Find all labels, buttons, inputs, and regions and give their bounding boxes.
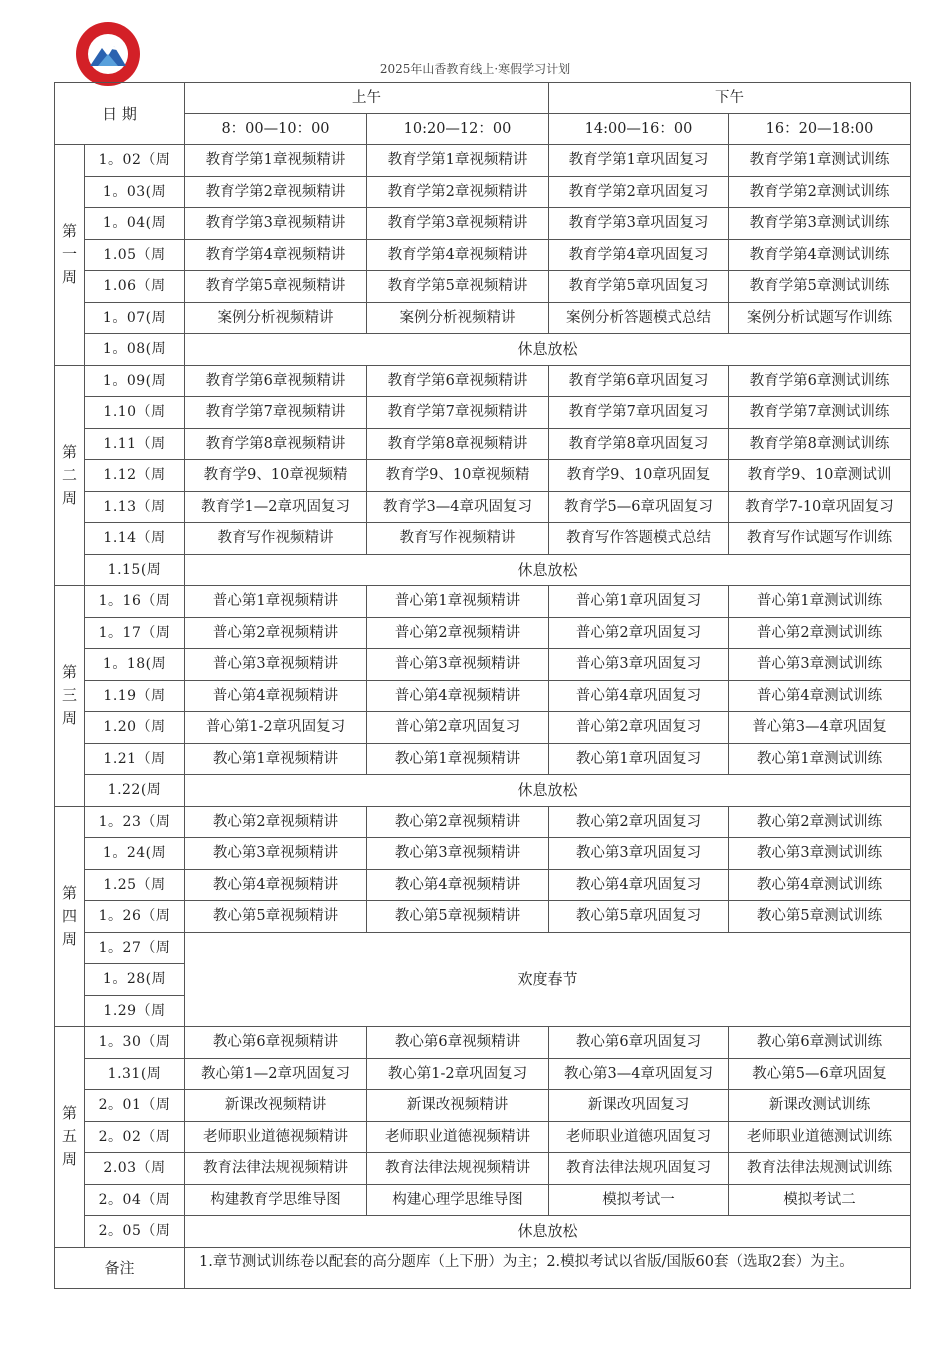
schedule-cell: 教育学3—4章巩固复习 bbox=[367, 491, 549, 523]
schedule-cell: 教心第4章测试训练 bbox=[729, 869, 911, 901]
schedule-cell: 老师职业道德测试训练 bbox=[729, 1121, 911, 1153]
day-date: 1。04(周 bbox=[85, 208, 185, 240]
schedule-cell: 普心第4章巩固复习 bbox=[549, 680, 729, 712]
schedule-cell: 案例分析视频精讲 bbox=[185, 302, 367, 334]
schedule-cell: 普心第3章视频精讲 bbox=[185, 649, 367, 681]
day-date: 1。09(周 bbox=[85, 365, 185, 397]
day-date: 1。27（周 bbox=[85, 932, 185, 964]
table-row bbox=[55, 239, 911, 271]
schedule-cell: 教心第5章测试训练 bbox=[729, 901, 911, 933]
schedule-cell: 教心第3章视频精讲 bbox=[185, 838, 367, 870]
day-date: 2。04（周 bbox=[85, 1184, 185, 1216]
schedule-cell: 教育学第1章巩固复习 bbox=[549, 145, 729, 177]
notes-label: 备注 bbox=[55, 1247, 185, 1288]
table-row bbox=[55, 428, 911, 460]
afternoon-header: 下午 bbox=[549, 83, 911, 114]
day-date: 1。18(周 bbox=[85, 649, 185, 681]
schedule-cell: 教心第4章视频精讲 bbox=[367, 869, 549, 901]
rest-day-cell: 休息放松 bbox=[185, 775, 911, 807]
schedule-cell: 构建心理学思维导图 bbox=[367, 1184, 549, 1216]
day-date: 1.06（周 bbox=[85, 271, 185, 303]
week-label: 第 二 周 bbox=[55, 365, 85, 586]
time-slot-header: 10:20—12：00 bbox=[367, 114, 549, 145]
schedule-cell: 教育学第7章测试训练 bbox=[729, 397, 911, 429]
schedule-cell: 普心第2章巩固复习 bbox=[549, 712, 729, 744]
schedule-cell: 教心第5章巩固复习 bbox=[549, 901, 729, 933]
schedule-cell: 教育学第5章测试训练 bbox=[729, 271, 911, 303]
table-row bbox=[55, 901, 911, 933]
day-date: 1。23（周 bbox=[85, 806, 185, 838]
day-date: 1。26（周 bbox=[85, 901, 185, 933]
schedule-cell: 普心第4章视频精讲 bbox=[367, 680, 549, 712]
schedule-cell: 教育学第3章视频精讲 bbox=[367, 208, 549, 240]
schedule-cell: 老师职业道德视频精讲 bbox=[367, 1121, 549, 1153]
schedule-cell: 普心第1章巩固复习 bbox=[549, 586, 729, 618]
table-row bbox=[55, 397, 911, 429]
week-label: 第 一 周 bbox=[55, 145, 85, 366]
schedule-cell: 教育学第4章视频精讲 bbox=[185, 239, 367, 271]
shanxiang-education-logo-icon bbox=[74, 20, 142, 88]
schedule-cell: 新课改测试训练 bbox=[729, 1090, 911, 1122]
schedule-cell: 教育学第2章视频精讲 bbox=[367, 176, 549, 208]
schedule-cell: 教育学第2章视频精讲 bbox=[185, 176, 367, 208]
notes-row bbox=[55, 1247, 911, 1288]
schedule-cell: 教心第2章测试训练 bbox=[729, 806, 911, 838]
schedule-cell: 教心第6章视频精讲 bbox=[185, 1027, 367, 1059]
table-row bbox=[55, 365, 911, 397]
schedule-cell: 教育学第5章视频精讲 bbox=[185, 271, 367, 303]
schedule-cell: 教心第2章巩固复习 bbox=[549, 806, 729, 838]
day-date: 1.21（周 bbox=[85, 743, 185, 775]
table-row bbox=[55, 680, 911, 712]
schedule-cell: 新课改视频精讲 bbox=[367, 1090, 549, 1122]
table-row bbox=[55, 145, 911, 177]
schedule-cell: 教心第1章测试训练 bbox=[729, 743, 911, 775]
schedule-cell: 教育学第6章测试训练 bbox=[729, 365, 911, 397]
schedule-cell: 教心第3章视频精讲 bbox=[367, 838, 549, 870]
schedule-cell: 教育学9、10章视频精 bbox=[367, 460, 549, 492]
schedule-cell: 老师职业道德巩固复习 bbox=[549, 1121, 729, 1153]
schedule-cell: 教育学第8章视频精讲 bbox=[185, 428, 367, 460]
schedule-cell: 教心第2章视频精讲 bbox=[185, 806, 367, 838]
table-row bbox=[55, 932, 911, 964]
day-date: 1。30（周 bbox=[85, 1027, 185, 1059]
schedule-cell: 教育写作试题写作训练 bbox=[729, 523, 911, 555]
morning-header: 上午 bbox=[185, 83, 549, 114]
day-date: 1。07(周 bbox=[85, 302, 185, 334]
schedule-cell: 普心第1-2章巩固复习 bbox=[185, 712, 367, 744]
schedule-cell: 教育学9、10章测试训 bbox=[729, 460, 911, 492]
notes-text: 1.章节测试训练卷以配套的高分题库（上下册）为主；2.模拟考试以省版/国版60套（选取2套）为主。 bbox=[185, 1247, 911, 1288]
time-slot-header: 8：00—10：00 bbox=[185, 114, 367, 145]
schedule-cell: 教育学第3章视频精讲 bbox=[185, 208, 367, 240]
day-date: 1。03(周 bbox=[85, 176, 185, 208]
schedule-cell: 普心第4章视频精讲 bbox=[185, 680, 367, 712]
week-label: 第 五 周 bbox=[55, 1027, 85, 1248]
day-date: 1.13（周 bbox=[85, 491, 185, 523]
day-date: 1.19（周 bbox=[85, 680, 185, 712]
day-date: 1.25（周 bbox=[85, 869, 185, 901]
schedule-cell: 普心第2章巩固复习 bbox=[549, 617, 729, 649]
schedule-cell: 教育学第1章视频精讲 bbox=[367, 145, 549, 177]
schedule-cell: 老师职业道德视频精讲 bbox=[185, 1121, 367, 1153]
schedule-cell: 普心第3章测试训练 bbox=[729, 649, 911, 681]
day-date: 1。02（周 bbox=[85, 145, 185, 177]
schedule-cell: 普心第1章视频精讲 bbox=[185, 586, 367, 618]
schedule-cell: 教育学第5章巩固复习 bbox=[549, 271, 729, 303]
schedule-cell: 教育学第8章测试训练 bbox=[729, 428, 911, 460]
schedule-cell: 教心第4章巩固复习 bbox=[549, 869, 729, 901]
day-date: 1。28(周 bbox=[85, 964, 185, 996]
schedule-cell: 教心第6章巩固复习 bbox=[549, 1027, 729, 1059]
table-row bbox=[55, 1121, 911, 1153]
schedule-cell: 教育学9、10章巩固复 bbox=[549, 460, 729, 492]
schedule-cell: 教育学第6章巩固复习 bbox=[549, 365, 729, 397]
schedule-cell: 教心第2章视频精讲 bbox=[367, 806, 549, 838]
schedule-cell: 教育法律法规测试训练 bbox=[729, 1153, 911, 1185]
schedule-cell: 教育学7-10章巩固复习 bbox=[729, 491, 911, 523]
schedule-cell: 教心第1章视频精讲 bbox=[367, 743, 549, 775]
schedule-cell: 普心第4章测试训练 bbox=[729, 680, 911, 712]
day-date: 1.14（周 bbox=[85, 523, 185, 555]
day-date: 1。17（周 bbox=[85, 617, 185, 649]
schedule-cell: 教育学第4章视频精讲 bbox=[367, 239, 549, 271]
schedule-cell: 教育学第1章测试训练 bbox=[729, 145, 911, 177]
schedule-cell: 教育学第6章视频精讲 bbox=[367, 365, 549, 397]
day-date: 1。24(周 bbox=[85, 838, 185, 870]
schedule-cell: 教心第6章测试训练 bbox=[729, 1027, 911, 1059]
schedule-cell: 教育学第8章巩固复习 bbox=[549, 428, 729, 460]
schedule-cell: 案例分析试题写作训练 bbox=[729, 302, 911, 334]
schedule-cell: 教心第5章视频精讲 bbox=[185, 901, 367, 933]
week-label: 第 三 周 bbox=[55, 586, 85, 807]
schedule-cell: 教育学第7章视频精讲 bbox=[367, 397, 549, 429]
day-date: 1.11（周 bbox=[85, 428, 185, 460]
day-date: 1.22(周 bbox=[85, 775, 185, 807]
schedule-cell: 教育学第2章巩固复习 bbox=[549, 176, 729, 208]
schedule-cell: 普心第3—4章巩固复 bbox=[729, 712, 911, 744]
schedule-cell: 教心第6章视频精讲 bbox=[367, 1027, 549, 1059]
table-row bbox=[55, 1153, 911, 1185]
table-row bbox=[55, 617, 911, 649]
schedule-cell: 教育学第8章视频精讲 bbox=[367, 428, 549, 460]
date-column-header: 日 期 bbox=[55, 83, 185, 145]
schedule-cell: 教心第1章视频精讲 bbox=[185, 743, 367, 775]
schedule-cell: 普心第1章视频精讲 bbox=[367, 586, 549, 618]
schedule-cell: 教心第1-2章巩固复习 bbox=[367, 1058, 549, 1090]
table-row bbox=[55, 775, 911, 807]
schedule-cell: 教育学第1章视频精讲 bbox=[185, 145, 367, 177]
schedule-cell: 教育学第6章视频精讲 bbox=[185, 365, 367, 397]
time-slot-header: 16：20—18:00 bbox=[729, 114, 911, 145]
table-row bbox=[55, 712, 911, 744]
rest-day-cell: 欢度春节 bbox=[185, 932, 911, 1027]
day-date: 1.12（周 bbox=[85, 460, 185, 492]
schedule-cell: 教育学第7章视频精讲 bbox=[185, 397, 367, 429]
table-row bbox=[55, 1184, 911, 1216]
day-date: 1.10（周 bbox=[85, 397, 185, 429]
schedule-cell: 教育法律法规视频精讲 bbox=[185, 1153, 367, 1185]
schedule-cell: 普心第2章测试训练 bbox=[729, 617, 911, 649]
schedule-cell: 教心第1—2章巩固复习 bbox=[185, 1058, 367, 1090]
schedule-cell: 模拟考试二 bbox=[729, 1184, 911, 1216]
rest-day-cell: 休息放松 bbox=[185, 334, 911, 366]
schedule-cell: 普心第2章视频精讲 bbox=[185, 617, 367, 649]
study-plan-table bbox=[54, 82, 911, 1289]
schedule-cell: 教育学第7章巩固复习 bbox=[549, 397, 729, 429]
schedule-cell: 案例分析视频精讲 bbox=[367, 302, 549, 334]
schedule-cell: 普心第3章巩固复习 bbox=[549, 649, 729, 681]
table-row bbox=[55, 1216, 911, 1248]
schedule-cell: 教心第5—6章巩固复 bbox=[729, 1058, 911, 1090]
schedule-cell: 教心第3章测试训练 bbox=[729, 838, 911, 870]
schedule-cell: 案例分析答题模式总结 bbox=[549, 302, 729, 334]
schedule-cell: 教育学第3章测试训练 bbox=[729, 208, 911, 240]
day-date: 1.20（周 bbox=[85, 712, 185, 744]
table-row bbox=[55, 491, 911, 523]
schedule-cell: 教育学第5章视频精讲 bbox=[367, 271, 549, 303]
table-row bbox=[55, 869, 911, 901]
schedule-cell: 教育学第3章巩固复习 bbox=[549, 208, 729, 240]
schedule-cell: 教育法律法规巩固复习 bbox=[549, 1153, 729, 1185]
schedule-cell: 普心第2章视频精讲 bbox=[367, 617, 549, 649]
table-row bbox=[55, 838, 911, 870]
schedule-cell: 普心第2章巩固复习 bbox=[367, 712, 549, 744]
day-date: 1.29（周 bbox=[85, 995, 185, 1027]
schedule-cell: 教育写作视频精讲 bbox=[185, 523, 367, 555]
table-row bbox=[55, 460, 911, 492]
table-row bbox=[55, 176, 911, 208]
time-slot-header: 14:00—16：00 bbox=[549, 114, 729, 145]
day-date: 1。16（周 bbox=[85, 586, 185, 618]
schedule-cell: 教心第3章巩固复习 bbox=[549, 838, 729, 870]
schedule-cell: 教育学第2章测试训练 bbox=[729, 176, 911, 208]
day-date: 1。08(周 bbox=[85, 334, 185, 366]
schedule-cell: 教育学1—2章巩固复习 bbox=[185, 491, 367, 523]
table-row bbox=[55, 208, 911, 240]
schedule-cell: 新课改视频精讲 bbox=[185, 1090, 367, 1122]
rest-day-cell: 休息放松 bbox=[185, 1216, 911, 1248]
schedule-cell: 教育学第4章巩固复习 bbox=[549, 239, 729, 271]
table-row bbox=[55, 334, 911, 366]
table-row bbox=[55, 302, 911, 334]
schedule-cell: 构建教育学思维导图 bbox=[185, 1184, 367, 1216]
schedule-cell: 普心第3章视频精讲 bbox=[367, 649, 549, 681]
schedule-cell: 新课改巩固复习 bbox=[549, 1090, 729, 1122]
table-row bbox=[55, 523, 911, 555]
schedule-cell: 教心第4章视频精讲 bbox=[185, 869, 367, 901]
week-label: 第 四 周 bbox=[55, 806, 85, 1027]
table-row bbox=[55, 1090, 911, 1122]
day-date: 2。02（周 bbox=[85, 1121, 185, 1153]
schedule-cell: 教育学5—6章巩固复习 bbox=[549, 491, 729, 523]
table-row bbox=[55, 271, 911, 303]
schedule-cell: 教心第1章巩固复习 bbox=[549, 743, 729, 775]
document-title: 2025年山香教育线上·寒假学习计划 bbox=[379, 62, 571, 76]
table-row bbox=[55, 1027, 911, 1059]
schedule-cell: 教心第5章视频精讲 bbox=[367, 901, 549, 933]
schedule-cell: 教育写作视频精讲 bbox=[367, 523, 549, 555]
schedule-cell: 教育学第4章测试训练 bbox=[729, 239, 911, 271]
table-row bbox=[55, 743, 911, 775]
rest-day-cell: 休息放松 bbox=[185, 554, 911, 586]
day-date: 2。01（周 bbox=[85, 1090, 185, 1122]
schedule-cell: 普心第1章测试训练 bbox=[729, 586, 911, 618]
table-row bbox=[55, 649, 911, 681]
table-row bbox=[55, 1058, 911, 1090]
day-date: 1.15(周 bbox=[85, 554, 185, 586]
table-row bbox=[55, 586, 911, 618]
table-row bbox=[55, 554, 911, 586]
schedule-cell: 模拟考试一 bbox=[549, 1184, 729, 1216]
schedule-cell: 教育法律法规视频精讲 bbox=[367, 1153, 549, 1185]
schedule-cell: 教育学9、10章视频精 bbox=[185, 460, 367, 492]
table-row bbox=[55, 806, 911, 838]
schedule-cell: 教育写作答题模式总结 bbox=[549, 523, 729, 555]
day-date: 1.05（周 bbox=[85, 239, 185, 271]
day-date: 2。05（周 bbox=[85, 1216, 185, 1248]
day-date: 2.03（周 bbox=[85, 1153, 185, 1185]
day-date: 1.31(周 bbox=[85, 1058, 185, 1090]
schedule-cell: 教心第3—4章巩固复习 bbox=[549, 1058, 729, 1090]
